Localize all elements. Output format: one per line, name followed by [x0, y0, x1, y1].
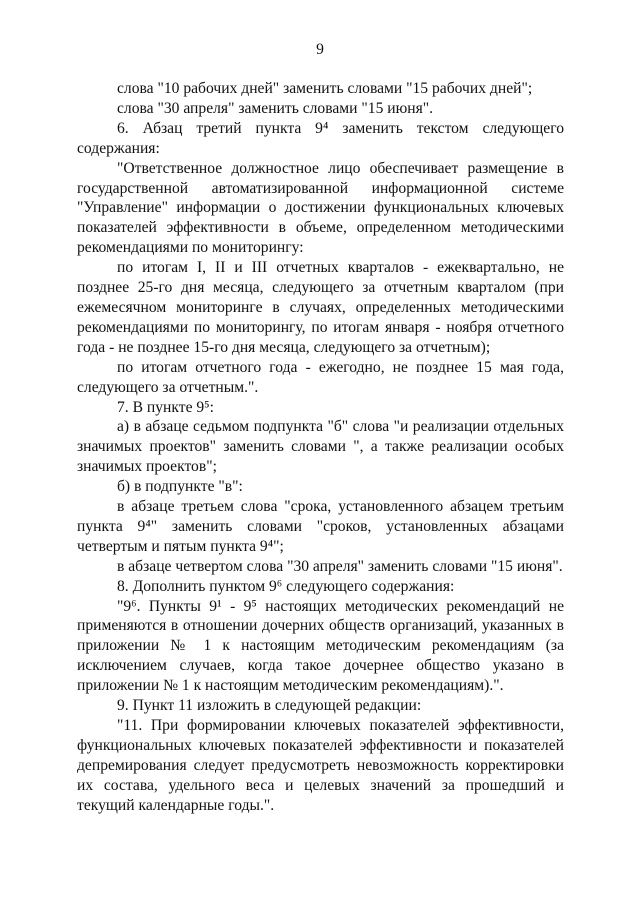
paragraph: "Ответственное должностное лицо обеспечивает размещение в государственной автоматизированной информационной системе "Управление" информации о достижении функциональных ключевых показателей эффективности в объеме, определенном методическими рекомендациями по мониторингу:	[77, 159, 564, 257]
paragraph: в абзаце третьем слова "срока, установленного абзацем третьим пункта 9⁴" заменить словами "сроков, установленных абзацами четвертым и пятым пункта 9⁴";	[77, 498, 564, 555]
paragraph: в абзаце четвертом слова "30 апреля" заменить словами "15 июня".	[117, 557, 563, 575]
paragraph: 9. Пункт 11 изложить в следующей редакции:	[117, 697, 422, 715]
paragraph: а) в абзаце седьмом подпункта "б" слова "и реализации отдельных значимых проектов" заменить словами ", а также реализации особых значимых проектов";	[77, 418, 564, 476]
paragraph: "11. При формировании ключевых показателей эффективности, функциональных ключевых показателей эффективности и показателей депремирования следует предусмотреть невозможность корректировки их состава, удельного веса и целевых значений за прошедший и текущий календарные годы.".	[77, 717, 564, 814]
paragraph: слова "10 рабочих дней" заменить словами "15 рабочих дней";	[117, 80, 533, 97]
paragraph: по итогам отчетного года - ежегодно, не позднее 15 мая года, следующего за отчетным.".	[77, 358, 564, 396]
paragraph: "9⁶. Пункты 9¹ - 9⁵ настоящих методических рекомендаций не применяются в отношении дочерних обществ организаций, указанных в приложении № 1 к настоящим методическим рекомендациям (за исключением случаев, когда такое дочернее общество указано в приложении № 1 к настоящим методическим рекомендациям).".	[77, 597, 564, 695]
document-body	[77, 79, 564, 816]
paragraph: слова "30 апреля" заменить словами "15 июня".	[117, 99, 434, 117]
paragraph: 8. Дополнить пунктом 9⁶ следующего содержания:	[117, 577, 455, 595]
paragraph: по итогам I, II и III отчетных кварталов - ежеквартально, не позднее 25-го дня месяца, следующего за отчетным кварталом (при ежемесячном мониторинге в случаях, определенных методическими рекомендациями по мониторингу, по итогам января - ноября отчетного года - не позднее 15-го дня месяца, следующего за отчетным);	[77, 259, 564, 356]
paragraph: 6. Абзац третий пункта 9⁴ заменить текстом следующего содержания:	[77, 119, 564, 157]
page-number: 9	[316, 41, 324, 58]
paragraph: б) в подпункте "в":	[117, 478, 243, 496]
paragraph: 7. В пункте 9⁵:	[117, 398, 214, 416]
